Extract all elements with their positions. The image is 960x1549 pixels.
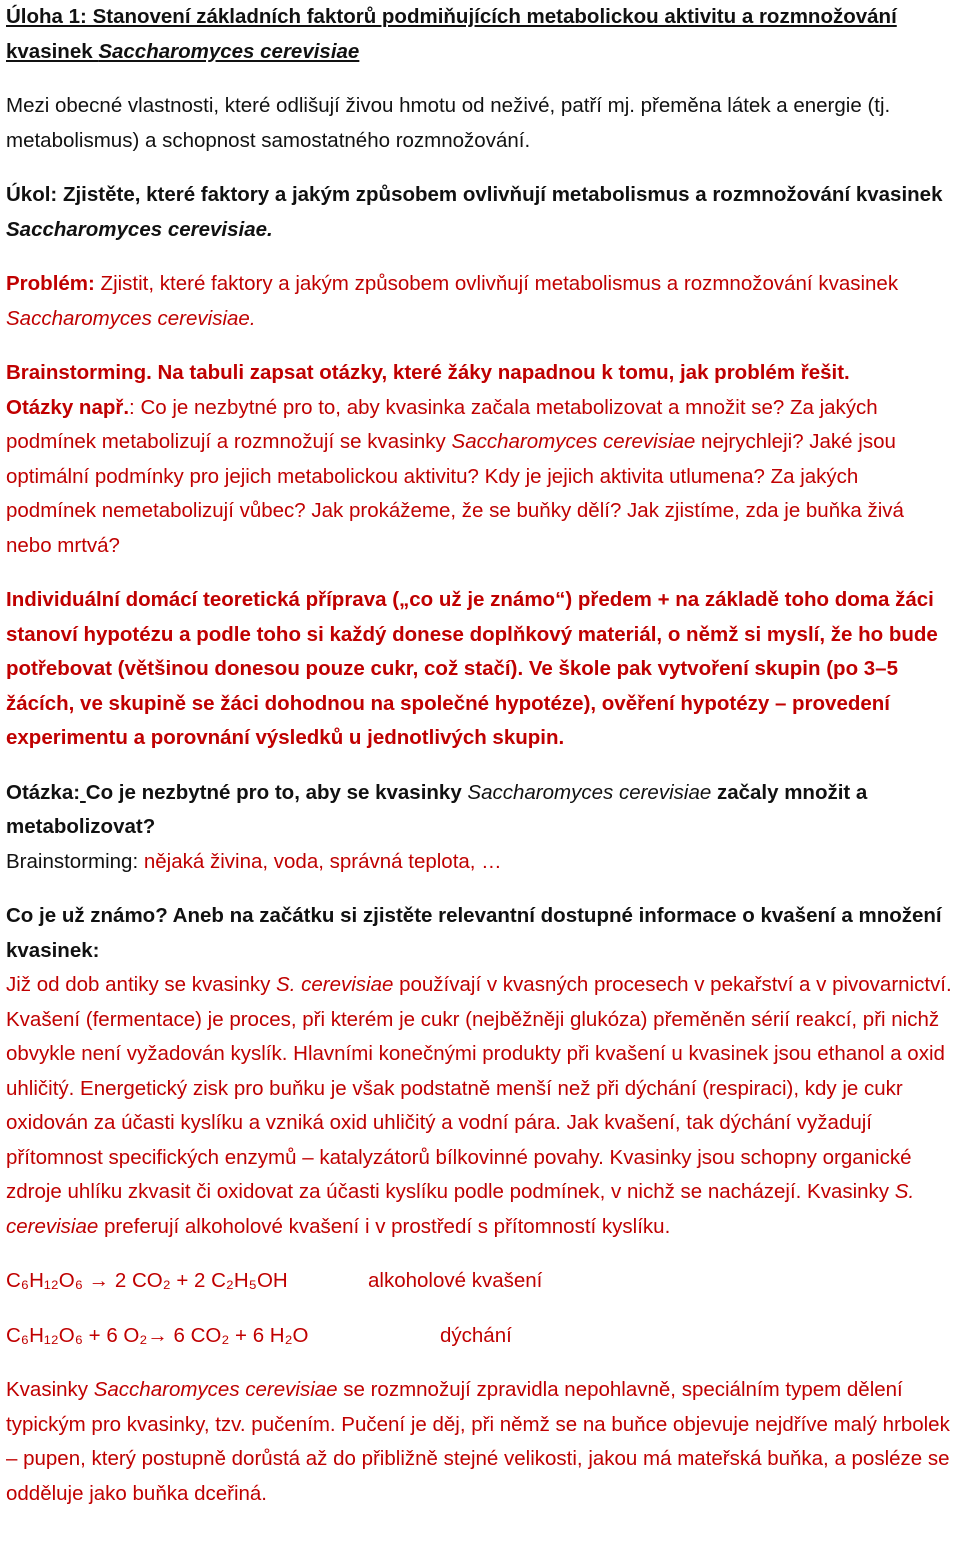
known-paragraph bbox=[6, 968, 954, 1244]
known-species1: S. cerevisiae bbox=[276, 973, 394, 996]
title-line2-prefix: kvasinek bbox=[6, 39, 99, 63]
problem-species: Saccharomyces cerevisiae. bbox=[6, 306, 256, 330]
known-text2: používají v kvasných procesech v pekařství a v pivovarnictví. Kvašení (fermentace) je proces, při kterém je cukr (nejběžněji glukóza) přeměněn sérií reakcí, při nichž obvykle není vyžadován kyslík. Hlavními konečnými produkty při kvašení u kvasinek jsou ethanol a oxid uhličitý. Energetický zisk pro buňku je však podstatně menší než při dýchání (respiraci), kdy je cukr oxidován za účasti kyslíku a vzniká oxid uhličitý a vodní pára. Jak kvašení, tak dýchání vyžadují přítomnost specifických enzymů – katalyzátorů bílkovinné povahy. Kvasinky jsou schopny organické zdroje uhlíku zkvasit či oxidovat za účasti kyslíku podle podmínek, v nichž se nacházejí. Kvasinky bbox=[6, 973, 952, 1203]
known-text1: Již od dob antiky se kvasinky bbox=[6, 973, 277, 996]
question-text2: začaly množit a metabolizovat? bbox=[6, 780, 868, 838]
title-line1: Úloha 1: Stanovení základních faktorů podmiňujících metabolickou aktivitu a rozmnožování bbox=[6, 5, 897, 28]
equation-label: alkoholové kvašení bbox=[368, 1269, 543, 1292]
brainstorming-paragraph bbox=[6, 356, 954, 563]
task-title bbox=[6, 0, 954, 69]
reproduction-paragraph bbox=[6, 1373, 954, 1511]
problem-label: Problém: bbox=[6, 272, 95, 295]
task-paragraph bbox=[6, 178, 954, 247]
reproduction-text1: Kvasinky bbox=[6, 1378, 94, 1401]
known-text3: preferují alkoholové kvašení i v prostředí s přítomností kyslíku. bbox=[98, 1214, 671, 1238]
question-species: Saccharomyces cerevisiae bbox=[467, 780, 712, 804]
questions-text2: nejrychleji? Jaké jsou optimální podmínky pro jejich metabolickou aktivitu? Kdy je jejich aktivita utlumena? Za jakých podmínek nemetabolizují vůbec? Jak prokážeme, že se buňky dělí? Jak zjistíme, zda je buňka živá nebo mrtvá? bbox=[6, 430, 904, 557]
title-species: Saccharomyces cerevisiae bbox=[98, 39, 360, 63]
intro-paragraph: Mezi obecné vlastnosti, které odlišují živou hmotu od neživé, patří mj. přeměna látek a energie (tj. metabolismus) a schopnost samostatného rozmnožování. bbox=[6, 94, 891, 152]
individual-part1: Individuální domácí teoretická příprava („co už je známo“) předem + na základě toho doma žáci stanoví hypotézu a podle toho si každý donese doplňkový materiál, o němž si myslí, že ho bude potřebovat (většinou donesou pouze cukr, což stačí). bbox=[6, 588, 938, 680]
reproduction-species: Saccharomyces cerevisiae bbox=[93, 1378, 338, 1401]
task-label: Úkol: bbox=[6, 183, 58, 206]
task-species: Saccharomyces cerevisiae. bbox=[6, 217, 273, 241]
questions-text1: : Co je nezbytné pro to, aby kvasinka začala metabolizovat a množit se? Za jakých podmínek metabolizují a rozmnožují se kvasinky bbox=[6, 395, 878, 453]
question-brain-label: Brainstorming: bbox=[6, 849, 139, 873]
questions-label: Otázky např. bbox=[6, 395, 130, 419]
known-species2: S. cerevisiae bbox=[6, 1180, 915, 1238]
problem-paragraph bbox=[6, 267, 954, 336]
known-heading: Co je už známo? Aneb na začátku si zjistěte relevantní dostupné informace o kvašení a množení kvasinek: bbox=[6, 904, 942, 962]
equation-row-respiration bbox=[6, 1319, 954, 1354]
individual-part2: Ve škole pak vytvoření skupin (po 3–5 žácích, ve skupině se žáci dohodnou na společné hypotéze), ověření hypotézy – provedení experimentu a porovnání výsledků u jednotlivých skupin. bbox=[6, 657, 898, 749]
title-line2 bbox=[6, 40, 359, 63]
question-text1: Co je nezbytné pro to, aby se kvasinky bbox=[85, 780, 468, 804]
reproduction-text2: se rozmnožují zpravidla nepohlavně, speciálním typem dělení typickým pro kvasinky, tzv. pučením. Pučení je děj, při němž se na buňce objevuje nejdříve malý hrbolek – pupen, který postupně dorůstá až do přibližně stejné velikosti, jakou má mateřská buňka, a posléze se odděluje jako buňka dceřiná. bbox=[6, 1378, 950, 1505]
brainstorming-label: Brainstorming. Na tabuli zapsat otázky, které žáky napadnou k tomu, jak problém řešit. bbox=[6, 361, 850, 384]
equation-label: dýchání bbox=[440, 1323, 512, 1347]
questions-species: Saccharomyces cerevisiae bbox=[451, 430, 696, 453]
problem-text: Zjistit, které faktory a jakým způsobem ovlivňují metabolismus a rozmnožování kvasinek bbox=[94, 272, 899, 295]
equation-formula: C₆H₁₂O₆ + 6 O₂→ 6 CO₂ + 6 H₂O bbox=[6, 1323, 309, 1347]
question-label: Otázka: bbox=[6, 780, 81, 804]
question-brain-text: nějaká živina, voda, správná teplota, … bbox=[138, 849, 502, 873]
question-brainstorming bbox=[6, 845, 954, 880]
task-text: Zjistěte, které faktory a jakým způsobem ovlivňují metabolismus a rozmnožování kvasinek bbox=[57, 183, 943, 206]
question-paragraph bbox=[6, 776, 954, 845]
individual-paragraph bbox=[6, 583, 954, 756]
equation-row-fermentation bbox=[6, 1264, 954, 1299]
equation-formula: C₆H₁₂O₆ → 2 CO₂ + 2 C₂H₅OH bbox=[6, 1269, 288, 1292]
